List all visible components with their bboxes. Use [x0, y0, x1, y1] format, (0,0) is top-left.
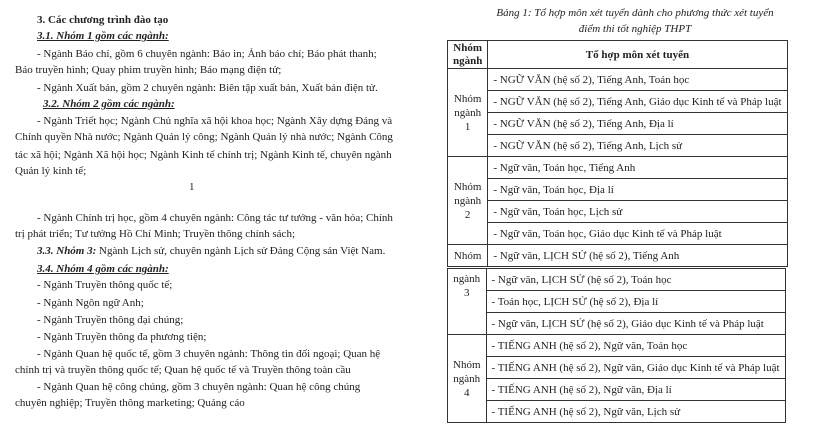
header-combo: Tổ hợp môn xét tuyển: [488, 41, 787, 69]
text-line: Chính quyền Nhà nước; Ngành Quản lý công; Ngành Quản lý nhà nước; Ngành Công: [15, 131, 393, 143]
text-line: - Ngành Quan hệ quốc tế, gồm 3 chuyên ngành: Thông tin đối ngoại; Quan hệ: [37, 348, 381, 360]
admission-table-top: [447, 40, 788, 267]
text-line: - Ngành Ngôn ngữ Anh;: [37, 297, 144, 309]
text-line: Báo truyền hình; Quay phim truyền hình; Báo mạng điện tử;: [15, 64, 282, 76]
text-line: trị phát triển; Tư tưởng Hồ Chí Minh; Truyền thông chính sách;: [15, 228, 296, 240]
header-group: Nhóm ngành: [448, 41, 488, 69]
section-heading: 3. Các chương trình đào tạo: [37, 14, 169, 26]
group3-line: [37, 245, 385, 258]
combo-cell: - NGỮ VĂN (hệ số 2), Tiếng Anh, Địa lí: [488, 113, 787, 135]
table-row: [448, 179, 788, 201]
text-line: - Ngành Chính trị học, gồm 4 chuyên ngành: Công tác tư tưởng - văn hóa; Chính: [37, 212, 393, 224]
admission-table-bottom: [447, 268, 786, 423]
table-row: [448, 91, 788, 113]
group1-label: Nhóm ngành 1: [448, 69, 488, 157]
combo-cell: - Ngữ văn, LỊCH SỬ (hệ số 2), Tiếng Anh: [488, 245, 787, 267]
table-row: [448, 401, 786, 423]
combo-cell: - Ngữ văn, Toán học, Tiếng Anh: [488, 157, 787, 179]
table-row: [448, 69, 788, 91]
table-row: [448, 357, 786, 379]
table-row: [448, 379, 786, 401]
text-line: Quản lý kinh tế;: [15, 165, 87, 177]
combo-cell: - Ngữ văn, Toán học, Địa lí: [488, 179, 787, 201]
table-caption-line2: điểm thi tốt nghiệp THPT: [578, 23, 692, 35]
group2-heading: 3.2. Nhóm 2 gồm các ngành:: [43, 98, 175, 110]
combo-cell: - NGỮ VĂN (hệ số 2), Tiếng Anh, Lịch sử: [488, 135, 787, 157]
text-line: - Ngành Quan hệ công chúng, gồm 3 chuyên ngành: Quan hệ công chúng: [37, 381, 361, 393]
text-line: - Ngành Xuất bản, gồm 2 chuyên ngành: Biên tập xuất bản, Xuất bản điện tử.: [37, 82, 378, 94]
table-row: [448, 335, 786, 357]
text-line: - Ngành Báo chí, gồm 6 chuyên ngành: Báo in; Ảnh báo chí; Báo phát thanh;: [37, 48, 377, 60]
combo-cell: - Ngữ văn, Toán học, Giáo dục Kinh tế và Pháp luật: [488, 223, 787, 245]
table-row: [448, 245, 788, 267]
combo-cell: - NGỮ VĂN (hệ số 2), Tiếng Anh, Giáo dục Kinh tế và Pháp luật: [488, 91, 787, 113]
combo-cell: - Ngữ văn, Toán học, Lịch sử: [488, 201, 787, 223]
text-line: - Ngành Truyền thông đại chúng;: [37, 314, 184, 326]
text-line: - Ngành Truyền thông quốc tế;: [37, 279, 173, 291]
page-divider: [413, 0, 437, 430]
combo-cell: - Toán học, LỊCH SỬ (hệ số 2), Địa lí: [486, 291, 785, 313]
group4-label: Nhóm ngành 4: [448, 335, 487, 423]
table-header-row: [448, 41, 788, 69]
text-line: tác xã hội; Ngành Xã hội học; Ngành Kinh tế chính trị; Ngành Kinh tế, chuyên ngành: [15, 149, 392, 161]
group1-heading: 3.1. Nhóm 1 gồm các ngành:: [37, 30, 169, 42]
combo-cell: - Ngữ văn, LỊCH SỬ (hệ số 2), Giáo dục Kinh tế và Pháp luật: [486, 313, 785, 335]
text-line: chính trị và truyền thông quốc tế; Quan hệ quốc tế và Truyền thông toàn cầu: [15, 364, 351, 376]
combo-cell: - TIẾNG ANH (hệ số 2), Ngữ văn, Toán học: [486, 335, 785, 357]
combo-cell: - TIẾNG ANH (hệ số 2), Ngữ văn, Lịch sử: [486, 401, 785, 423]
table-caption-line1: Bảng 1: Tổ hợp môn xét tuyển dành cho phương thức xét tuyển: [496, 7, 774, 19]
text-line: - Ngành Truyền thông đa phương tiện;: [37, 331, 207, 343]
combo-cell: - TIẾNG ANH (hệ số 2), Ngữ văn, Địa lí: [486, 379, 785, 401]
text-line: chuyên nghiệp; Truyền thông marketing; Quảng cáo: [15, 397, 245, 409]
table-row: [448, 135, 788, 157]
combo-cell: - Ngữ văn, LỊCH SỬ (hệ số 2), Toán học: [486, 269, 785, 291]
table-row: [448, 113, 788, 135]
table-row: [448, 313, 786, 335]
page-number: 1: [189, 181, 195, 193]
combo-cell: - TIẾNG ANH (hệ số 2), Ngữ văn, Giáo dục Kinh tế và Pháp luật: [486, 357, 785, 379]
table-row: [448, 291, 786, 313]
group4-heading: 3.4. Nhóm 4 gồm các ngành:: [37, 263, 169, 275]
text-line: - Ngành Triết học; Ngành Chủ nghĩa xã hội khoa học; Ngành Xây dựng Đảng và: [37, 115, 393, 127]
group3-label-bottom: ngành 3: [448, 269, 487, 335]
group3-label-top: Nhóm: [448, 245, 488, 267]
table-row: [448, 201, 788, 223]
group3-text: Ngành Lịch sử, chuyên ngành Lịch sử Đảng Cộng sản Việt Nam.: [96, 245, 386, 257]
table-row: [448, 223, 788, 245]
table-row: [448, 157, 788, 179]
group2-label: Nhóm ngành 2: [448, 157, 488, 245]
group3-prefix: 3.3. Nhóm 3:: [37, 245, 97, 257]
table-row: [448, 269, 786, 291]
combo-cell: - NGỮ VĂN (hệ số 2), Tiếng Anh, Toán học: [488, 69, 787, 91]
